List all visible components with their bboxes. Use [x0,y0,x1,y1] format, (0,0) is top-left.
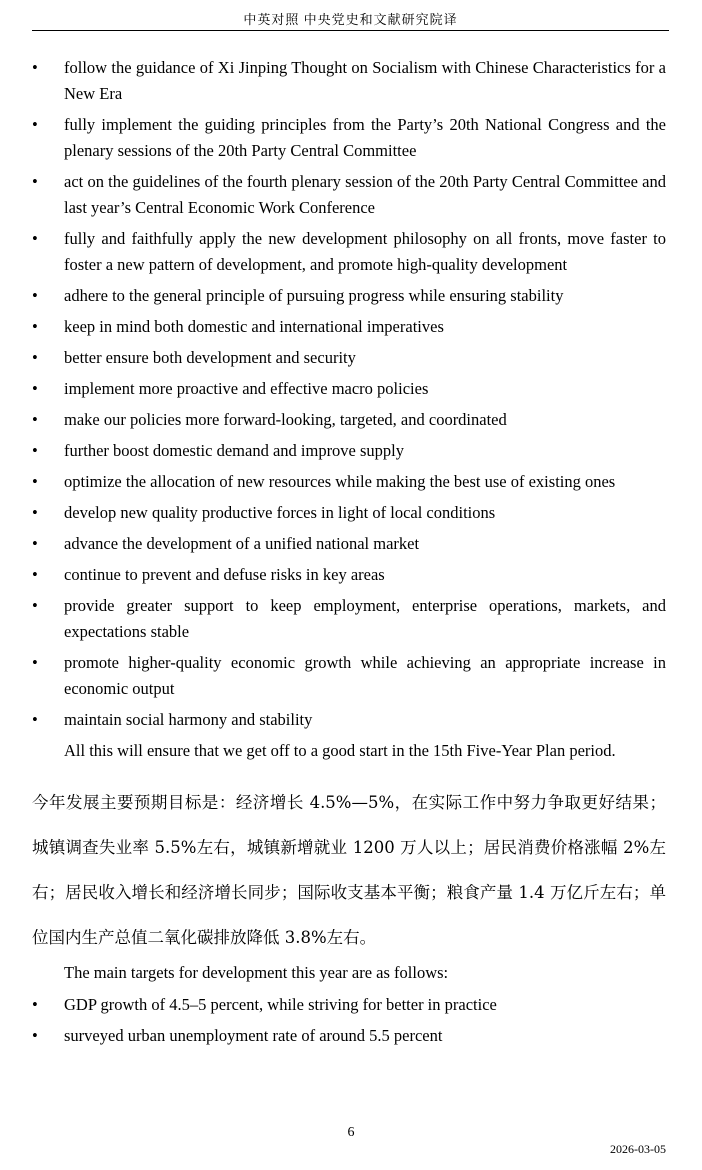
list-item-text: further boost domestic demand and improve supply [64,441,405,460]
list-item [32,55,666,107]
list-item [32,112,666,164]
chinese-targets-paragraph: 今年发展主要预期目标是：经济增长 4.5%—5%，在实际工作中努力争取更好结果；城镇调查失业率 5.5%左右，城镇新增就业 1200 万人以上；居民消费价格涨幅 2%左右；居民收入增长和经济增长同步；国际收支基本平衡；粮食产量 1.4 万亿斤左右；单位国内生产总值二氧化碳排放降低 3.8%左右。 [32,793,666,947]
list-item [32,226,666,278]
list-item-text: GDP growth of 4.5–5 percent, while striving for better in practice [64,995,497,1014]
list-item [32,992,666,1018]
targets-bullet-list [32,992,666,1049]
bullet-icon: • [32,348,38,367]
bullet-icon: • [32,995,38,1014]
list-item-text: act on the guidelines of the fourth plenary session of the 20th Party Central Committee and last year’s Central Economic Work Conference [64,172,666,217]
list-item-text: implement more proactive and effective macro policies [64,379,429,398]
bullet-icon: • [32,472,38,491]
policy-bullet-list [32,55,666,733]
list-item [32,345,666,371]
list-item [32,283,666,309]
bullet-icon: • [32,172,38,191]
bullet-icon: • [32,317,38,336]
bullet-icon: • [32,229,38,248]
list-item-text: make our policies more forward-looking, targeted, and coordinated [64,410,507,429]
list-item-text: surveyed urban unemployment rate of around 5.5 percent [64,1026,443,1045]
list-item-text: fully and faithfully apply the new development philosophy on all fronts, move faster to foster a new pattern of development, and promote high-quality development [64,229,666,274]
list-item-text: keep in mind both domestic and international imperatives [64,317,444,336]
list-item [32,650,666,702]
list-item-text: follow the guidance of Xi Jinping Thought on Socialism with Chinese Characteristics for a New Era [64,58,666,103]
list-item-text: provide greater support to keep employment, enterprise operations, markets, and expectations stable [64,596,666,641]
document-body [32,55,666,1054]
list-item [32,376,666,402]
bullet-icon: • [32,379,38,398]
bullet-icon: • [32,710,38,729]
list-item [32,469,666,495]
list-item [32,169,666,221]
bullet-icon: • [32,653,38,672]
bullet-icon: • [32,58,38,77]
list-item-text: adhere to the general principle of pursuing progress while ensuring stability [64,286,564,305]
list-item-text: optimize the allocation of new resources while making the best use of existing ones [64,472,616,491]
list-item-text: fully implement the guiding principles from the Party’s 20th National Congress and the plenary sessions of the 20th Party Central Committee [64,115,666,160]
targets-intro-paragraph: The main targets for development this year are as follows: [64,963,449,982]
list-item [32,562,666,588]
list-item-text: continue to prevent and defuse risks in key areas [64,565,385,584]
list-item [32,438,666,464]
list-item [32,314,666,340]
list-item-text: advance the development of a unified national market [64,534,420,553]
bullet-icon: • [32,596,38,615]
bullet-icon: • [32,286,38,305]
bullet-icon: • [32,534,38,553]
page-number: 6 [347,1125,355,1140]
bullet-icon: • [32,1026,38,1045]
bullet-icon: • [32,115,38,134]
list-item [32,531,666,557]
list-item-text: better ensure both development and security [64,348,356,367]
header-title: 中英对照 中央党史和文献研究院译 [243,12,458,27]
bullet-icon: • [32,503,38,522]
bullet-icon: • [32,441,38,460]
document-date: 2026-03-05 [610,1142,666,1156]
list-item-text: develop new quality productive forces in light of local conditions [64,503,496,522]
list-item [32,707,666,733]
list-item [32,593,666,645]
list-item [32,500,666,526]
page-header [32,10,669,31]
list-item-text: maintain social harmony and stability [64,710,313,729]
bullet-icon: • [32,565,38,584]
summary-paragraph: All this will ensure that we get off to a good start in the 15th Five-Year Plan period. [64,741,616,760]
list-item [32,407,666,433]
bullet-icon: • [32,410,38,429]
list-item [32,1023,666,1049]
list-item-text: promote higher-quality economic growth while achieving an appropriate increase in economic output [64,653,666,698]
